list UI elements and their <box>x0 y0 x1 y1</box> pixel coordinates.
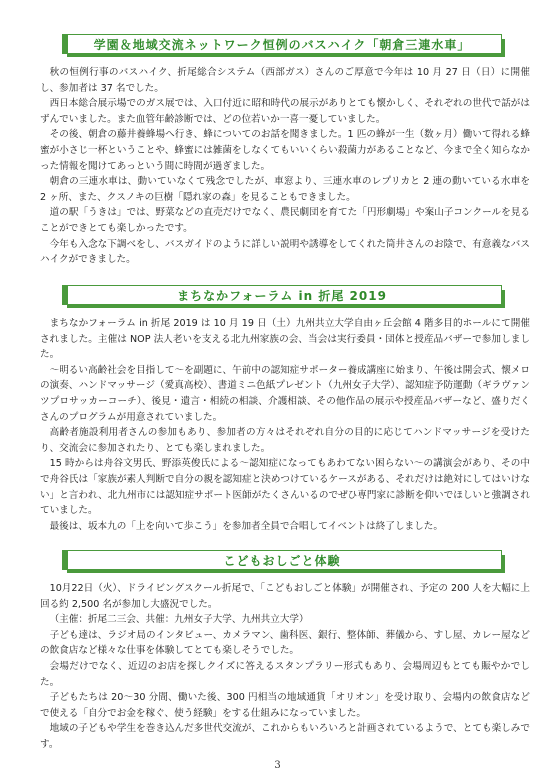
section-body <box>40 581 530 753</box>
paragraph: 最後は、坂本九の「上を向いて歩こう」を参加者全員で合唱してイベントは終了しました。 <box>49 520 443 532</box>
section-title-frame <box>40 34 530 56</box>
paragraph: （主催：折尾二三会、共催：九州女子大学、九州共立大学） <box>49 614 309 626</box>
section-bus-hike <box>40 34 530 268</box>
paragraph: 子ども達は、ラジオ局のインタビュー、カメラマン、歯科医、銀行、整体師、葬儀から、すし屋、カレー屋などの飲食店など様々な仕事を体験してとても楽しそうでした。 <box>40 629 530 657</box>
paragraph: 西日本総合展示場でのガス展では、入口付近に昭和時代の展示がありとても懐かしく、それぞれの世代で話がはずんでいました。また血管年齢診断では、どの位若いか一喜一憂していました。 <box>40 98 530 125</box>
paragraph: 会場だけでなく、近辺のお店を探しクイズに答えるスタンプラリー形式もあり、会場周辺もとても賑やかでした。 <box>40 660 530 688</box>
paragraph: ～明るい高齢社会を目指して～を副題に、午前中の認知症サポーター養成講座に始まり、午後は開会式、懐メロの演奏、ハンドマッサージ（愛真高校）、書道ミニ色紙プレゼント（九州女子大学）、認知症予防運動（ギラヴァンツプロサッカーコーチ）、後見・遺言・相続の相談、介護相談、その他作品の展示や授産品バザーなど、盛りだくさんのプログラムが用意されていました。 <box>40 364 530 423</box>
section-title: 学園＆地域交流ネットワーク恒例のバスハイク「朝倉三連水車」 <box>62 34 502 54</box>
paragraph: その後、朝倉の藤井養蜂場へ行き、蜂についてのお話を聞きました。1 匹の蜂が一生（数ヶ月）働いて得れる蜂蜜が小さじ一杯ということや、蜂蜜には雑菌をしなくてもいいくらい殺菌力があることなど、今まで全く知らなかった情報を聞けてあっという間に時間が過ぎました。 <box>40 129 530 172</box>
paragraph: 子どもたちは 20～30 分間、働いた後、300 円相当の地域通貨「オリオン」を受け取り、会場内の飲食店などで使える「自分でお金を稼ぐ、使う経験」をする仕組みになっていました。 <box>40 692 530 719</box>
paragraph: 道の駅「うきは」では、野菜などの直売だけでなく、農民劇団を育てた「円形劇場」や案山子コンクールを見ることができとても楽しかったです。 <box>40 207 530 234</box>
paragraph: 10月22日（火）、ドライビングスクール折尾で、「こどもおしごと体験」が開催され、予定の 200 人を大幅に上回る約 2,500 名が参加し大盛況でした。 <box>40 583 530 610</box>
page-number: 3 <box>274 760 281 771</box>
section-title: まちなかフォーラム in 折尾 2019 <box>62 285 502 305</box>
section-title-frame <box>40 550 530 572</box>
section-title: こどもおしごと体験 <box>62 550 502 570</box>
paragraph: まちなかフォーラム in 折尾 2019 は 10 月 19 日（土）九州共立大学自由ヶ丘会館 4 階多目的ホールにて開催されました。主催は NOP 法人老いを支える北九州家族の会、当会は実行委員・団体と授産品バザーで参加しました。 <box>40 318 530 361</box>
paragraph: 高齢者施設利用者さんの参加もあり、参加者の方々はそれぞれ自分の目的に応じてハンドマッサージを受けたり、交流会に参加されたり、とても楽しまれました。 <box>40 427 530 454</box>
paragraph: 地域の子どもや学生を巻き込んだ多世代交流が、これからもいろいろと計画されているようで、とても楽しみです。 <box>40 723 530 750</box>
paragraph: 朝倉の三連水車は、動いていなくて残念でしたが、車窓より、三連水車のレプリカと 2 連の動いている水車を 2 ヶ所、また、クスノキの巨樹「隠れ家の森」を見ることもできました。 <box>40 176 530 203</box>
paragraph: 15 時からは舟谷文男氏、野添英俊氏による～認知症になってもあわてない困らない～の講演会があり、その中で舟谷氏は「家族が素人判断で自分の親を認知症と決めつけているケースがある、それだけは絶対にしてはいけない」と言われ、北九州市には認知症サポート医師がたくさんいるのでぜひ専門家に診断を仰いでほしいと強調されていました。 <box>40 458 530 517</box>
section-kids-job <box>40 550 530 753</box>
section-title-frame <box>40 285 530 307</box>
paragraph: 今年も入念な下調べをし、バスガイドのように詳しい説明や誘導をしてくれた筒井さんのお陰で、有意義なバスハイクができました。 <box>40 238 530 266</box>
section-body <box>40 316 530 534</box>
section-forum <box>40 285 530 534</box>
section-body <box>40 65 530 268</box>
paragraph: 秋の恒例行事のバスハイク、折尾総合システム（西部ガス）さんのご厚意で今年は 10 月 27 日（日）に開催し、参加者は 37 名でした。 <box>40 67 530 94</box>
